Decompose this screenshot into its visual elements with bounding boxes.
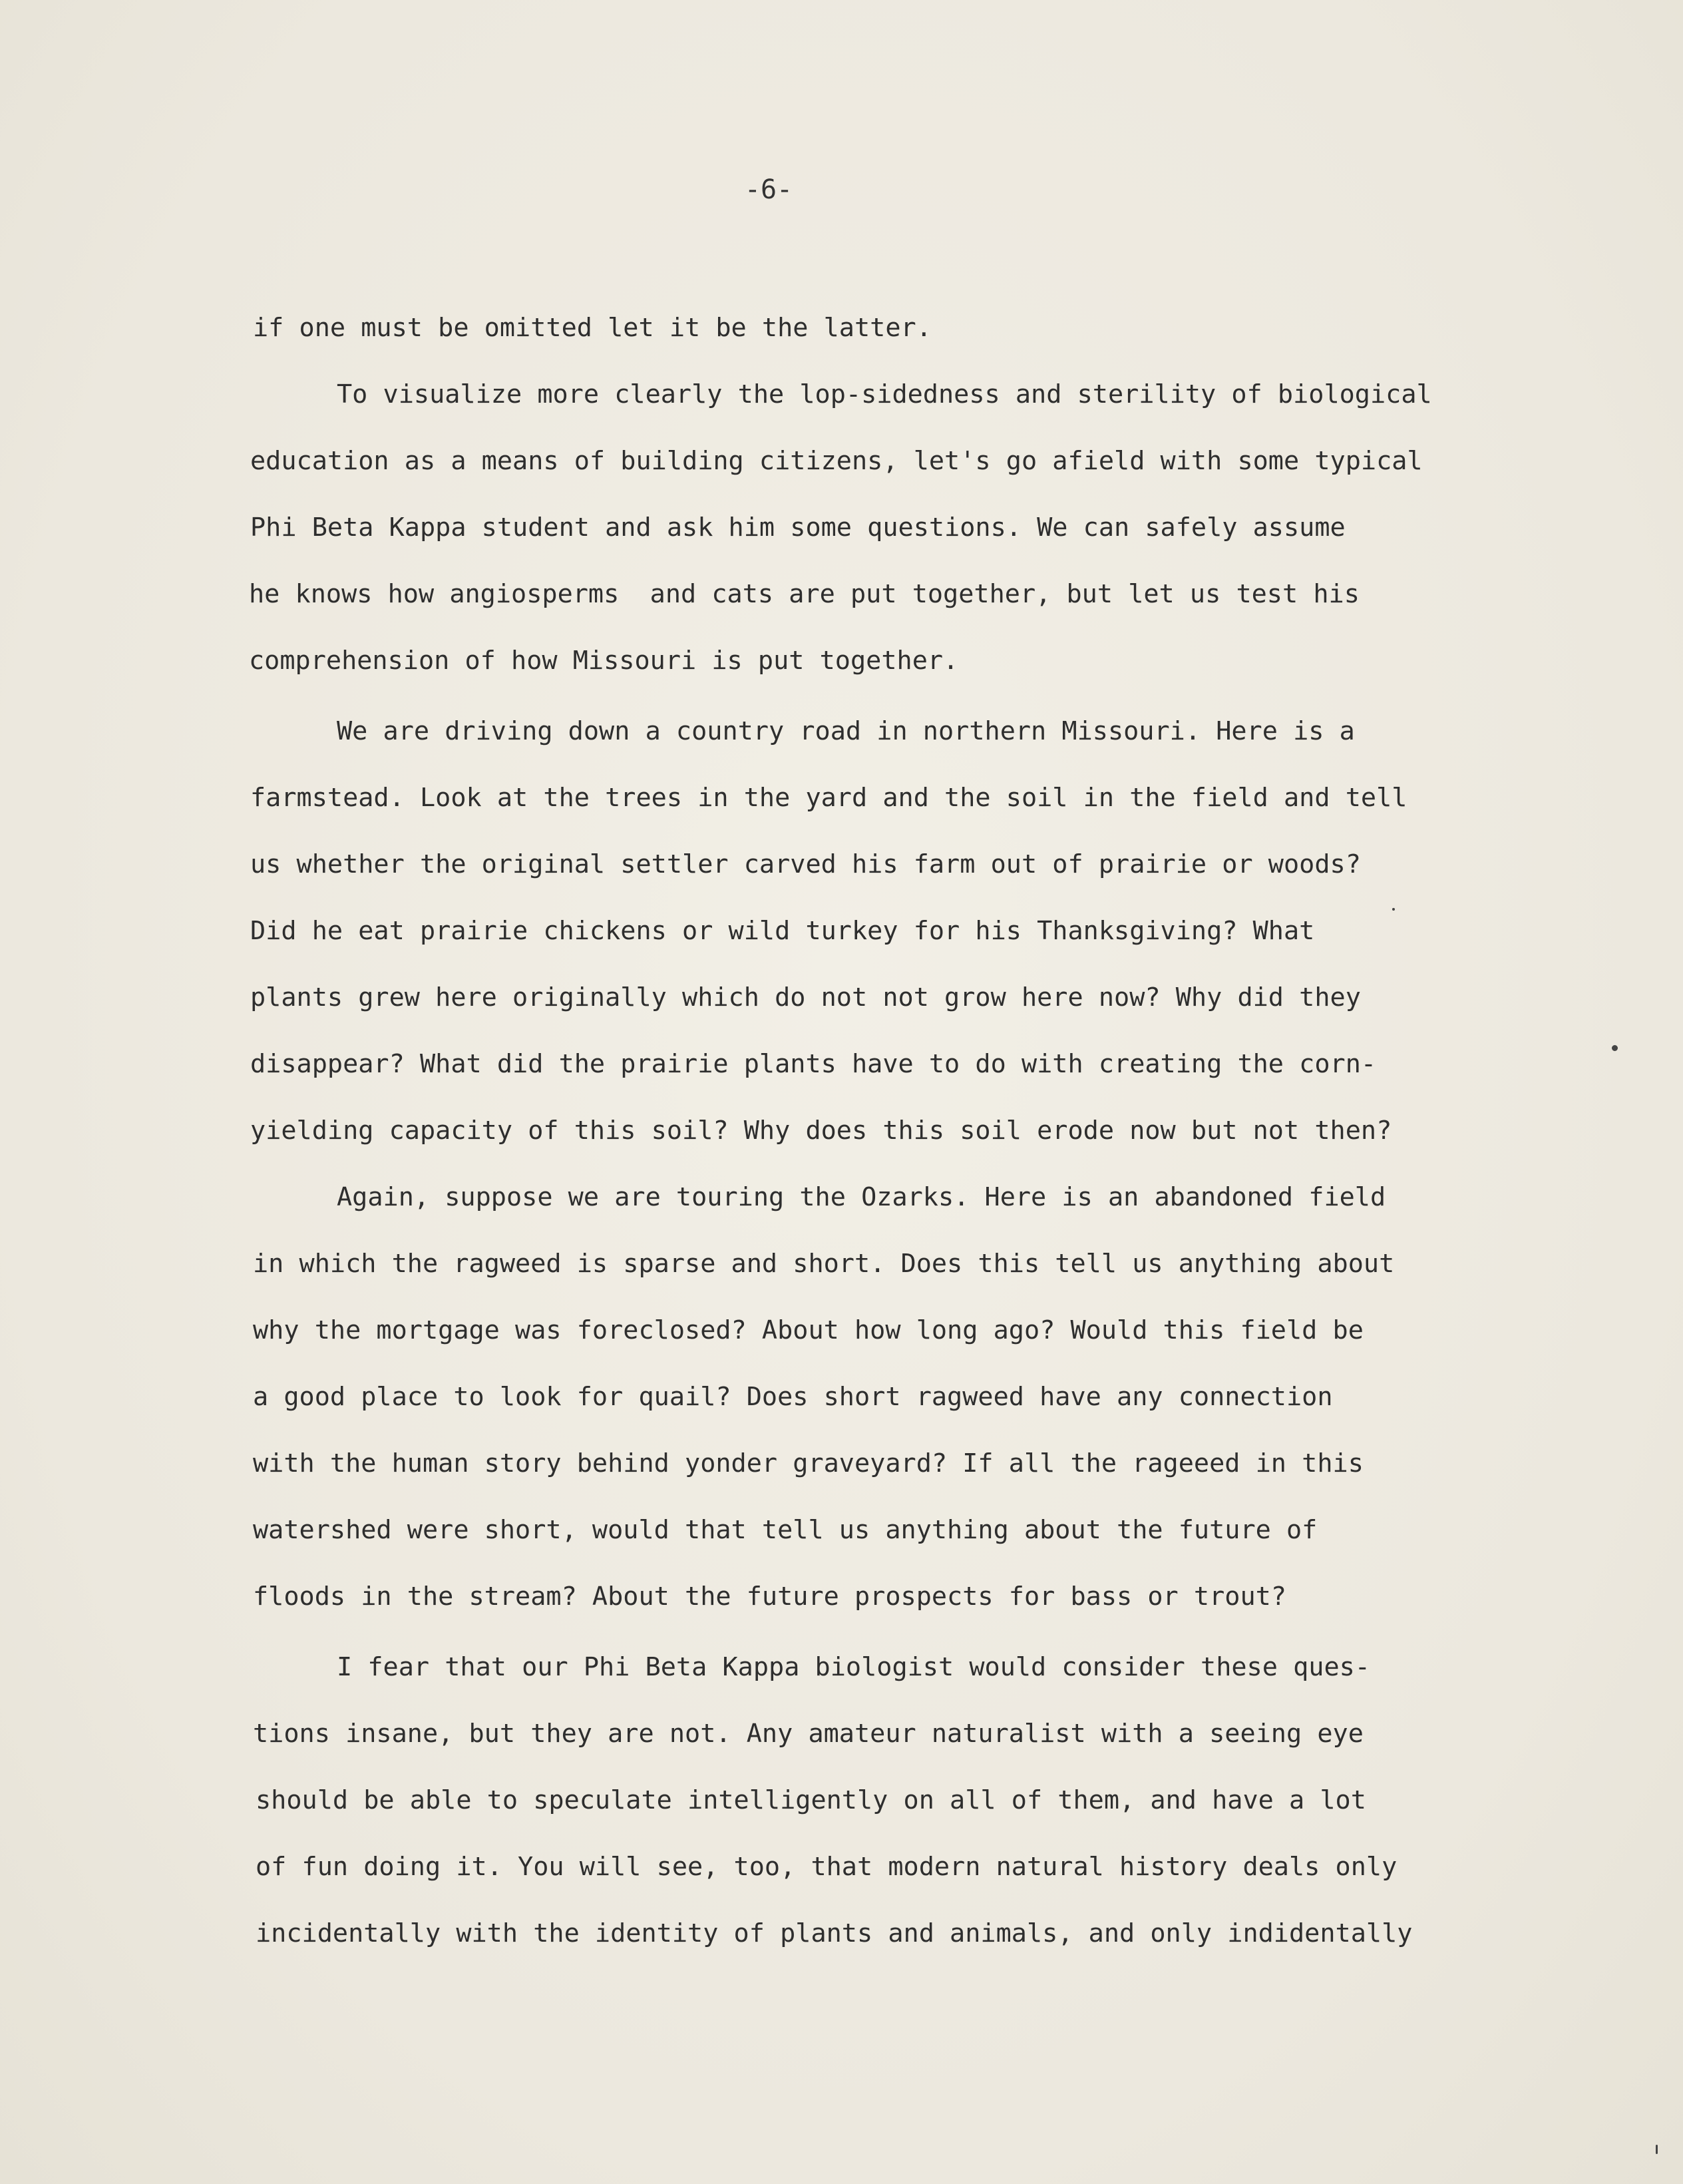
text-line-21: I fear that our Phi Beta Kappa biologist would consider these ques- [337,1652,1370,1682]
text-line-17: a good place to look for quail? Does short ragweed have any connection [253,1382,1333,1412]
page-number: -6- [744,174,793,205]
text-line-18: with the human story behind yonder graveyard? If all the rageeed in this [253,1448,1364,1478]
text-line-1: if one must be omitted let it be the latter. [253,313,932,343]
text-line-8: farmstead. Look at the trees in the yard and the soil in the field and tell [250,783,1407,813]
text-line-12: disappear? What did the prairie plants have to do with creating the corn- [250,1049,1377,1079]
text-line-25: incidentally with the identity of plants and animals, and only indidentally [256,1918,1413,1948]
text-line-16: why the mortgage was foreclosed? About how long ago? Would this field be [253,1315,1364,1345]
text-line-20: floods in the stream? About the future prospects for bass or trout? [253,1582,1286,1612]
text-line-14: Again, suppose we are touring the Ozarks. Here is an abandoned field [337,1182,1386,1212]
paper-speck [1656,2145,1658,2154]
text-line-23: should be able to speculate intelligently on all of them, and have a lot [256,1785,1366,1815]
text-line-22: tions insane, but they are not. Any amateur naturalist with a seeing eye [253,1719,1364,1749]
text-line-3: education as a means of building citizens, let's go afield with some typical [250,446,1423,476]
text-line-13: yielding capacity of this soil? Why does this soil erode now but not then? [250,1116,1392,1146]
text-line-4: Phi Beta Kappa student and ask him some questions. We can safely assume [250,513,1346,543]
text-line-9: us whether the original settler carved his farm out of prairie or woods? [250,849,1361,879]
text-line-7: We are driving down a country road in northern Missouri. Here is a [337,716,1355,746]
text-line-15: in which the ragweed is sparse and short. Does this tell us anything about [253,1249,1395,1279]
text-line-19: watershed were short, would that tell us anything about the future of [253,1515,1318,1545]
text-line-2: To visualize more clearly the lop-sidedness and sterility of biological [337,379,1432,409]
text-line-6: comprehension of how Missouri is put together. [249,646,959,676]
paper-speck [1612,1045,1618,1051]
text-line-24: of fun doing it. You will see, too, that modern natural history deals only [256,1852,1398,1882]
text-line-5: he knows how angiosperms and cats are put together, but let us test his [249,579,1360,609]
paper-speck [1392,908,1395,911]
text-line-11: plants grew here originally which do not not grow here now? Why did they [250,983,1361,1012]
text-line-10: Did he eat prairie chickens or wild turkey for his Thanksgiving? What [250,916,1315,946]
